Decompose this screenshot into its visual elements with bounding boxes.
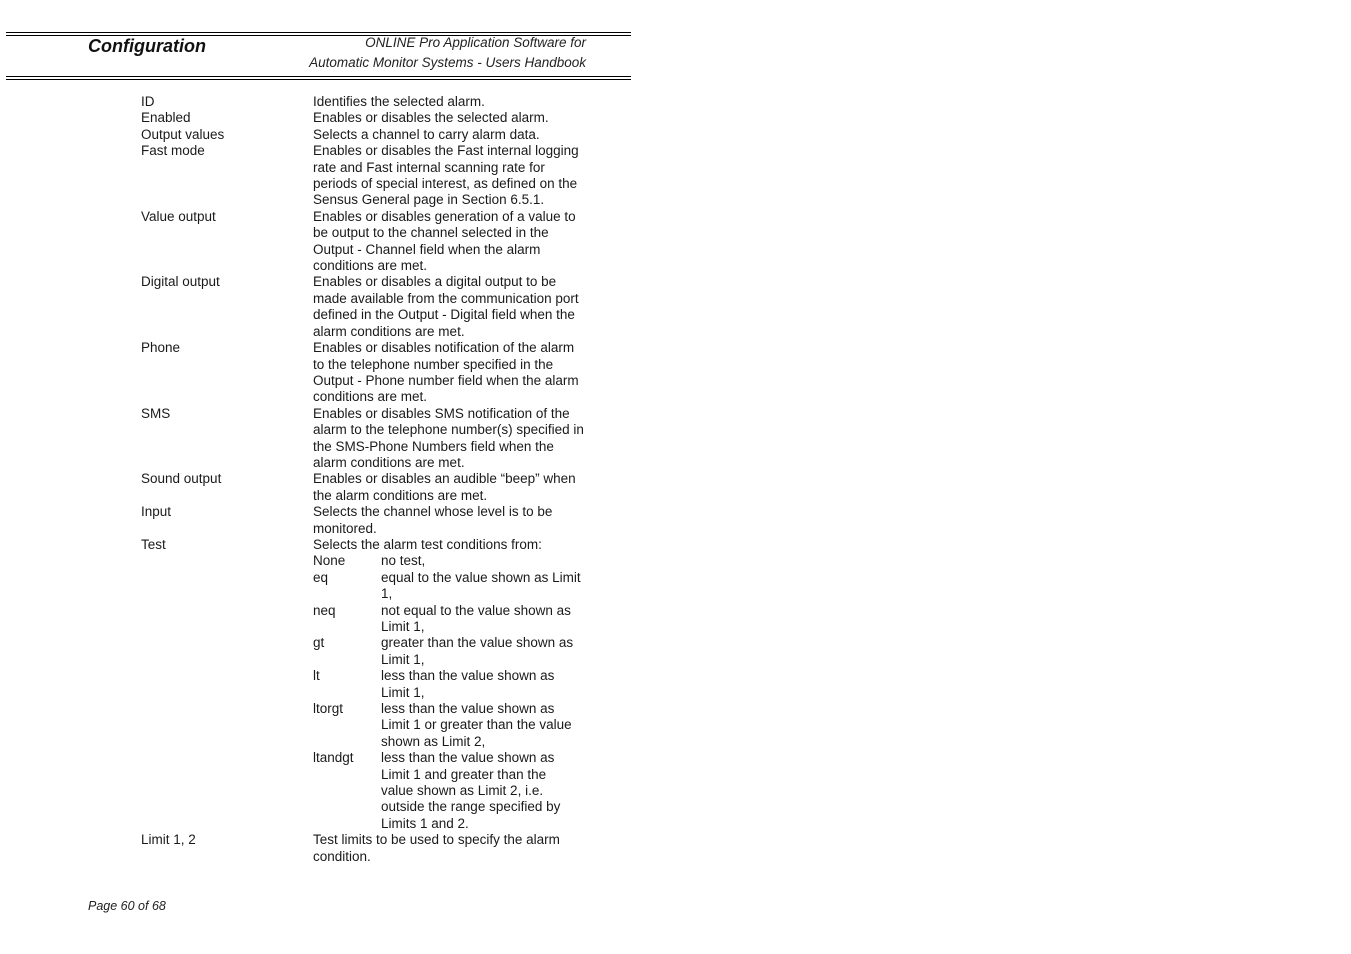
definition-description: Enables or disables a digital output to be made available from the communication port defined in the Output - Digital field when the alarm conditions are met. xyxy=(313,274,579,339)
test-option-code: ltorgt xyxy=(313,701,344,717)
test-option-code: None xyxy=(313,553,346,569)
definition-row xyxy=(141,832,601,865)
definition-term: Sound output xyxy=(141,471,222,487)
definition-row xyxy=(141,340,601,406)
test-description xyxy=(313,537,588,832)
test-intro: Selects the alarm test conditions from: xyxy=(313,536,542,552)
definition-row xyxy=(141,209,601,275)
definition-description: Identifies the selected alarm. xyxy=(313,94,485,109)
header-rule-bottom-2 xyxy=(6,79,631,80)
definition-term: Enabled xyxy=(141,110,191,126)
header-rule-top-1 xyxy=(6,32,631,33)
test-option xyxy=(313,750,588,832)
definition-description: Test limits to be used to specify the alarm condition. xyxy=(313,832,560,864)
definition-row xyxy=(141,110,601,126)
definition-description: Enables or disables generation of a value to be output to the channel selected in the Output - Channel field when the alarm conditions are met. xyxy=(313,208,576,274)
definition-term: Phone xyxy=(141,340,181,356)
test-option-text: no test, xyxy=(381,553,426,569)
definition-term: Digital output xyxy=(141,274,220,290)
definition-row xyxy=(141,127,601,143)
test-option xyxy=(313,570,588,603)
definition-description: Selects the channel whose level is to be monitored. xyxy=(313,504,553,536)
test-option-text: less than the value shown as Limit 1 and greater than the value shown as Limit 2, i.e. outside the range specified by Limits 1 and 2. xyxy=(381,750,561,831)
test-option xyxy=(313,553,588,569)
definition-list xyxy=(141,94,601,865)
test-option-text: not equal to the value shown as Limit 1, xyxy=(381,602,571,634)
definition-term: Value output xyxy=(141,208,216,224)
definition-description: Selects a channel to carry alarm data. xyxy=(313,126,540,142)
definition-row xyxy=(141,143,601,209)
definition-description: Enables or disables the selected alarm. xyxy=(313,110,549,126)
page-number: Page 60 of 68 xyxy=(88,899,166,913)
test-option-code: neq xyxy=(313,602,336,618)
definition-row xyxy=(141,504,601,537)
definition-term: Input xyxy=(141,504,172,520)
test-option xyxy=(313,603,588,636)
test-option-text: less than the value shown as Limit 1 or greater than the value shown as Limit 2, xyxy=(381,701,572,749)
test-option xyxy=(313,635,588,668)
definition-row xyxy=(141,471,601,504)
test-option-code: lt xyxy=(313,668,320,684)
test-option xyxy=(313,701,588,750)
definition-term: Test xyxy=(141,536,166,552)
definition-term: Fast mode xyxy=(141,143,205,159)
definition-term: Limit 1, 2 xyxy=(141,832,196,848)
section-title: Configuration xyxy=(88,36,206,56)
definition-row xyxy=(141,274,601,340)
definition-term: Output values xyxy=(141,126,225,142)
definition-description: Enables or disables SMS notification of the alarm to the telephone number(s) specified in the SMS-Phone Numbers field when the alarm conditions are met. xyxy=(313,405,584,470)
test-option-code: ltandgt xyxy=(313,750,354,766)
test-option-code: gt xyxy=(313,635,325,651)
test-option-text: greater than the value shown as Limit 1, xyxy=(381,635,574,667)
definition-term: ID xyxy=(141,94,155,109)
definition-row xyxy=(141,94,601,110)
document-title-line-2: Automatic Monitor Systems - Users Handbook xyxy=(309,55,586,70)
test-row xyxy=(141,537,601,832)
definition-description: Enables or disables the Fast internal logging rate and Fast internal scanning rate for periods of special interest, as defined on the Sensus General page in Section 6.5.1. xyxy=(313,143,579,208)
header-rule-bottom-1 xyxy=(6,76,631,77)
definition-row xyxy=(141,406,601,472)
test-option-code: eq xyxy=(313,569,329,585)
test-option-text: less than the value shown as Limit 1, xyxy=(381,668,555,700)
definition-description: Enables or disables an audible “beep” when the alarm conditions are met. xyxy=(313,471,576,503)
definition-description: Enables or disables notification of the alarm to the telephone number specified in the Output - Phone number field when the alarm conditions are met. xyxy=(313,340,579,405)
test-option-text: equal to the value shown as Limit 1, xyxy=(381,569,581,602)
document-title-line-1: ONLINE Pro Application Software for xyxy=(365,35,586,50)
definition-term: SMS xyxy=(141,405,171,421)
test-option xyxy=(313,668,588,701)
